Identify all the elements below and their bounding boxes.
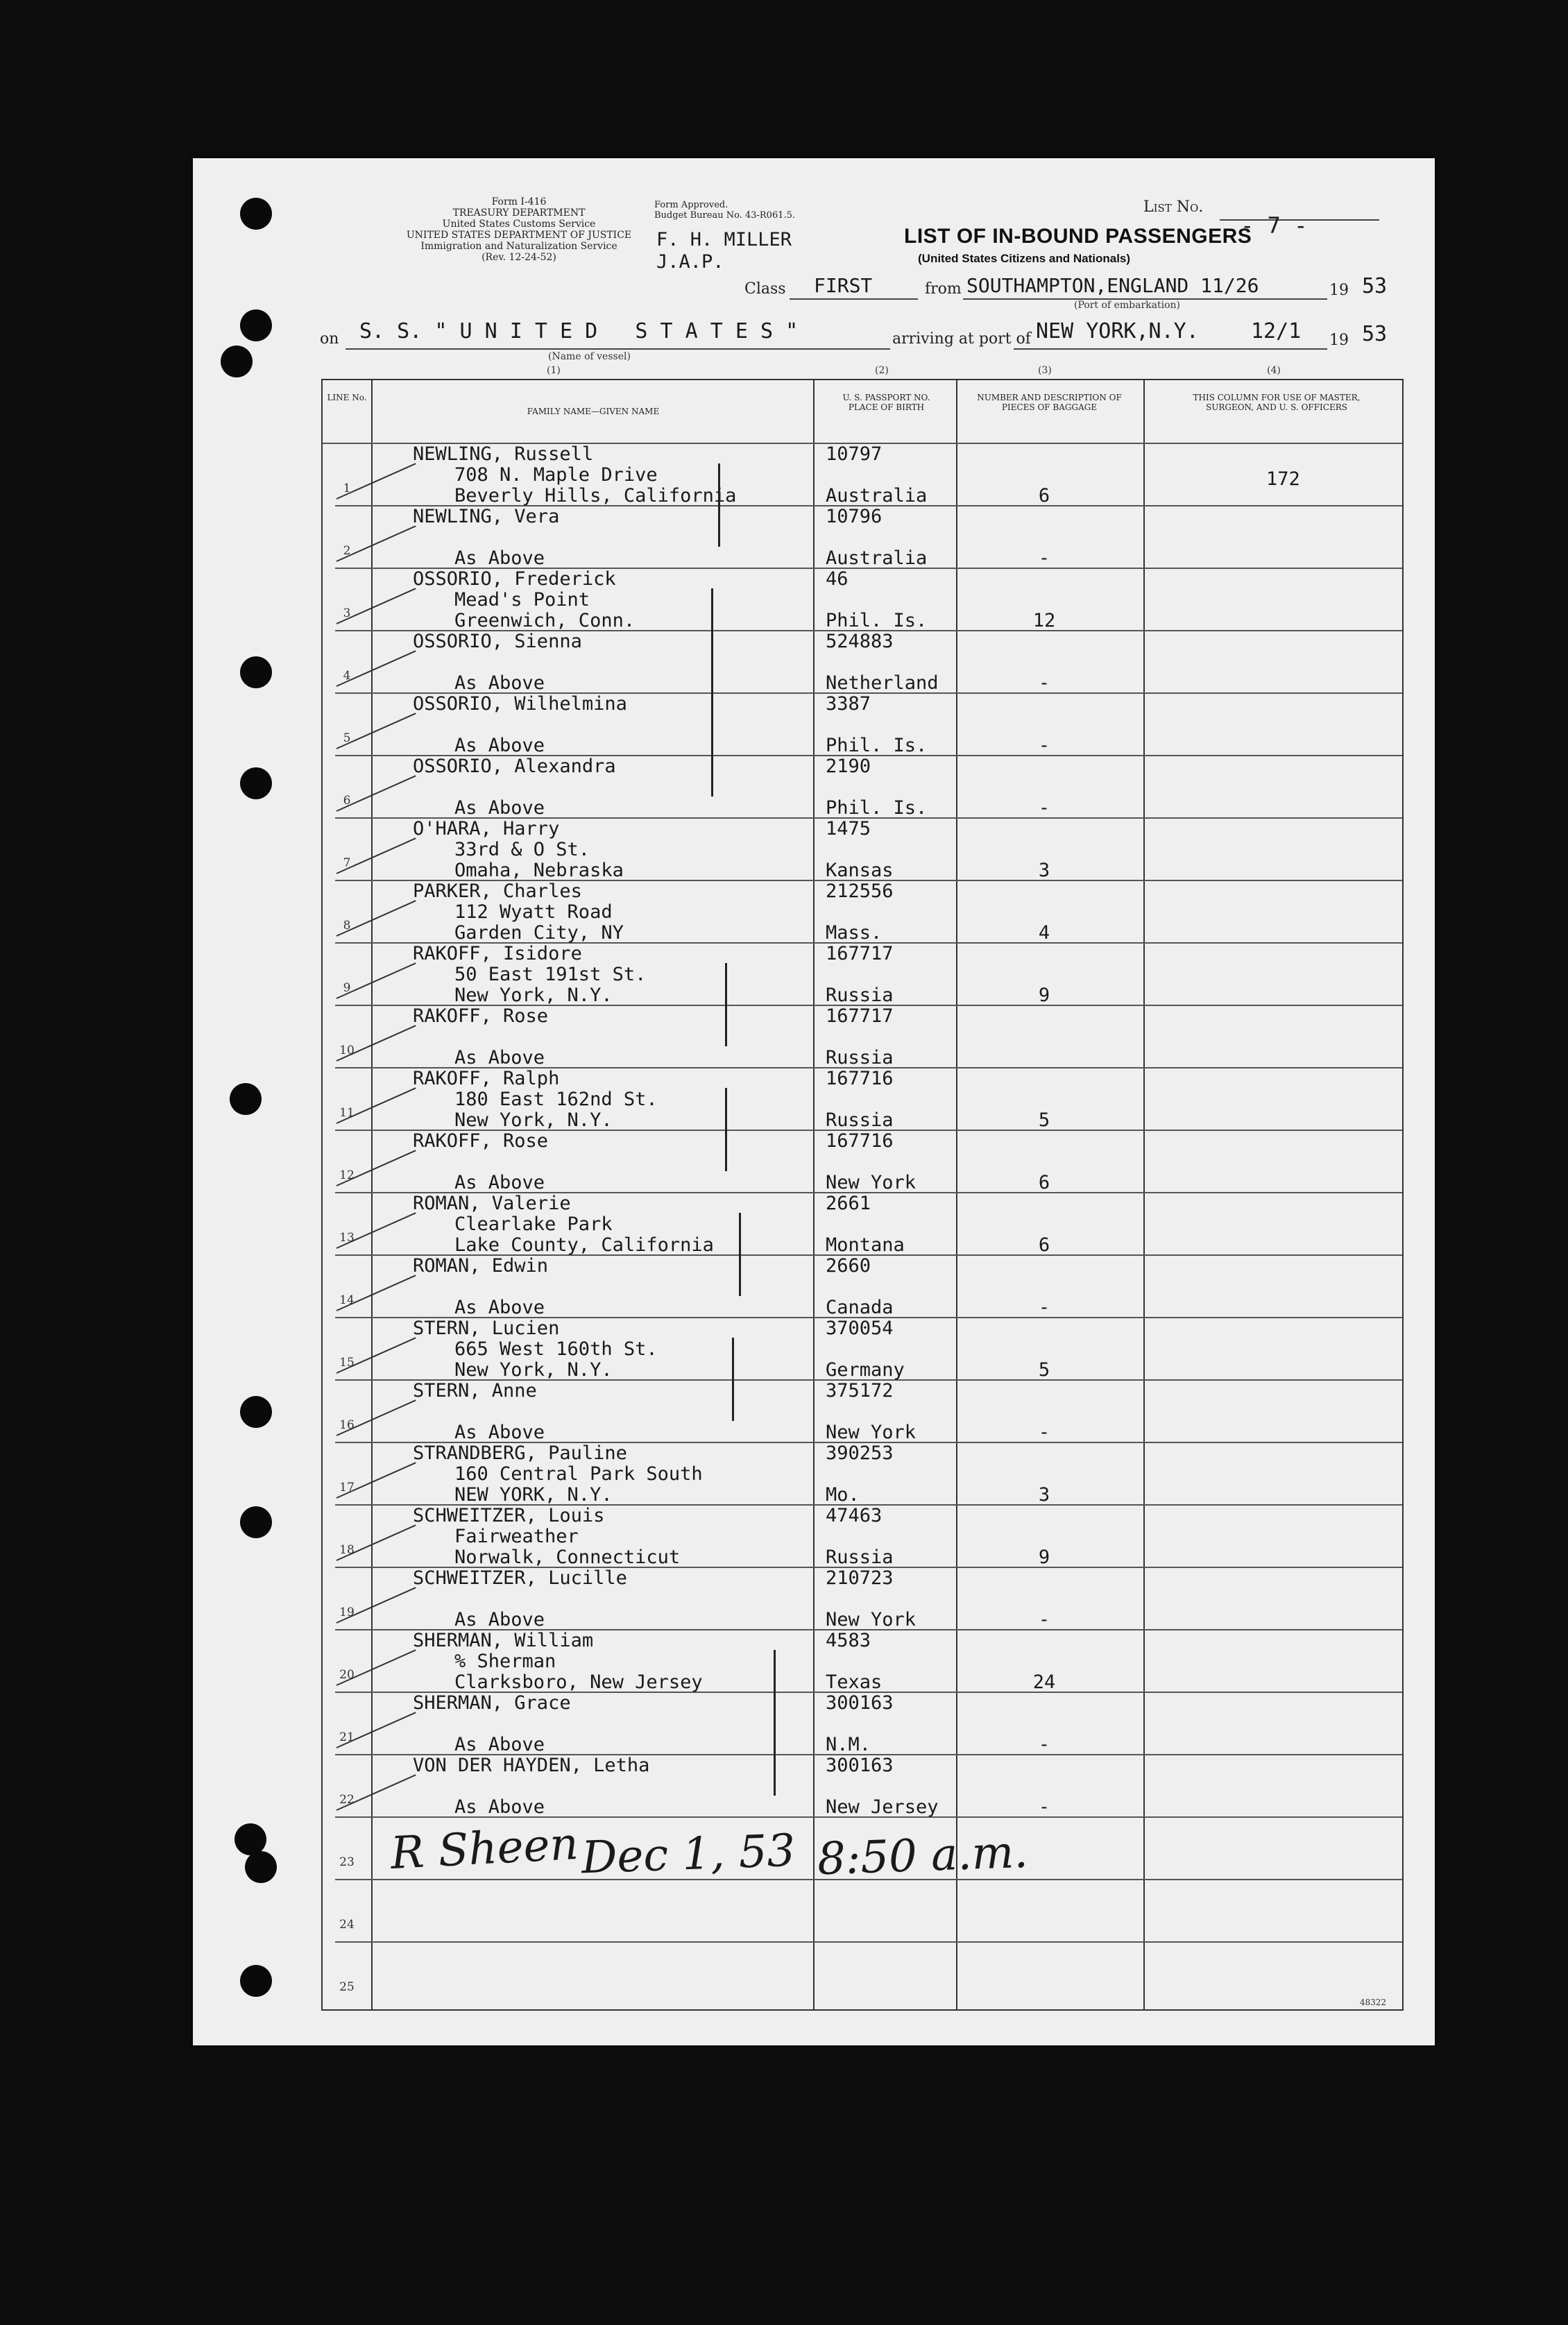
passenger-address-line2: Greenwich, Conn. — [454, 610, 636, 631]
list-number: - 7 - — [1241, 212, 1308, 239]
passenger-address-line2: As Above — [454, 1172, 545, 1193]
passenger-address-line2: Lake County, California — [454, 1234, 714, 1256]
col-header-name: FAMILY NAME—GIVEN NAME — [527, 407, 660, 416]
punch-hole — [240, 1396, 272, 1428]
arrival-year: 53 — [1362, 322, 1388, 346]
line-number: 16 — [339, 1418, 355, 1432]
passenger-name: RAKOFF, Rose — [413, 1130, 549, 1152]
passport-number: 46 — [826, 568, 849, 590]
line-number: 18 — [339, 1543, 355, 1557]
passenger-name: PARKER, Charles — [413, 880, 582, 902]
passenger-name: OSSORIO, Wilhelmina — [413, 693, 627, 715]
baggage-count: - — [1038, 547, 1050, 569]
col-divider — [813, 380, 815, 2009]
form-approved: Form Approved. — [654, 200, 728, 210]
line-number: 4 — [343, 669, 351, 683]
from-label: from — [925, 280, 962, 298]
passenger-name: NEWLING, Vera — [413, 506, 560, 527]
passenger-address-line2: As Above — [454, 1609, 545, 1630]
col-header-passport: U. S. PASSPORT NO. PLACE OF BIRTH — [842, 393, 930, 412]
place-of-birth: Netherland — [826, 672, 939, 694]
passenger-name: RAKOFF, Rose — [413, 1005, 549, 1027]
embarkation-port: SOUTHAMPTON,ENGLAND 11/26 — [966, 274, 1259, 297]
line-number: 8 — [343, 919, 351, 932]
passenger-address-line2: As Above — [454, 1422, 545, 1443]
form-approval — [654, 200, 795, 221]
passenger-address-line1: Mead's Point — [454, 589, 590, 611]
inspection-date: Dec 1, 53 — [580, 1825, 796, 1884]
arrival-underline — [1014, 348, 1327, 350]
baggage-count: 5 — [1038, 1109, 1050, 1131]
passenger-address-line2: Clarksboro, New Jersey — [454, 1671, 703, 1693]
passenger-address-line1: 50 East 191st St. — [454, 964, 647, 985]
class-label: Class — [744, 280, 786, 298]
family-bracket — [711, 588, 713, 797]
passenger-address-line1: 160 Central Park South — [454, 1463, 703, 1485]
baggage-count: 9 — [1038, 1547, 1050, 1568]
page-title: LIST OF IN-BOUND PASSENGERS — [904, 225, 1252, 248]
family-bracket — [739, 1213, 741, 1296]
passenger-name: SCHWEITZER, Lucille — [413, 1567, 627, 1589]
arriving-label: arriving at port of — [892, 330, 1031, 348]
punch-hole — [240, 198, 272, 230]
punch-hole — [240, 1506, 272, 1538]
passenger-address-line2: New York, N.Y. — [454, 985, 613, 1006]
punch-hole — [240, 767, 272, 799]
passenger-address-line2: As Above — [454, 797, 545, 819]
line-number: 23 — [339, 1855, 355, 1869]
port-embark-caption: (Port of embarkation) — [1074, 300, 1180, 311]
place-of-birth: Australia — [826, 485, 928, 506]
ins-service: Immigration and Naturalization Service — [420, 241, 617, 252]
passenger-address-line2: Beverly Hills, California — [454, 485, 737, 506]
passenger-address-line2: As Above — [454, 1796, 545, 1818]
class-underline — [790, 298, 918, 300]
line-number: 14 — [339, 1293, 355, 1307]
passenger-name: SCHWEITZER, Louis — [413, 1505, 605, 1526]
place-of-birth: New York — [826, 1422, 917, 1443]
baggage-count: - — [1038, 672, 1050, 694]
passenger-name: VON DER HAYDEN, Letha — [413, 1755, 650, 1776]
baggage-count: - — [1038, 797, 1050, 819]
place-of-birth: N.M. — [826, 1734, 871, 1755]
officer-note: 172 — [1266, 468, 1300, 490]
form-number: Form I-416 — [491, 196, 547, 207]
class-value: FIRST — [814, 274, 873, 297]
vessel-underline — [346, 348, 890, 350]
passport-number: 47463 — [826, 1505, 883, 1526]
arrival-port: NEW YORK,N.Y. — [1036, 319, 1199, 343]
passport-number: 2661 — [826, 1193, 871, 1214]
line-number: 2 — [343, 544, 351, 558]
passport-number: 375172 — [826, 1380, 894, 1402]
family-bracket — [718, 463, 720, 547]
baggage-count: 5 — [1038, 1359, 1050, 1381]
line-number: 13 — [339, 1231, 355, 1245]
baggage-count: 9 — [1038, 985, 1050, 1006]
punch-hole — [230, 1083, 262, 1115]
place-of-birth: Phil. Is. — [826, 797, 928, 819]
baggage-count: - — [1038, 1297, 1050, 1318]
passenger-name: O'HARA, Harry — [413, 818, 560, 840]
arrival-date: 12/1 — [1251, 319, 1302, 343]
baggage-count: 6 — [1038, 485, 1050, 506]
line-number: 3 — [343, 606, 351, 620]
col-header-officers: THIS COLUMN FOR USE OF MASTER, SURGEON, AND U. S. OFFICERS — [1193, 393, 1361, 412]
passport-number: 390253 — [826, 1442, 894, 1464]
passport-number: 10796 — [826, 506, 883, 527]
passport-number: 212556 — [826, 880, 894, 902]
place-of-birth: New York — [826, 1609, 917, 1630]
baggage-count: 24 — [1032, 1671, 1056, 1693]
passenger-address-line1: Clearlake Park — [454, 1213, 613, 1235]
vessel-caption: (Name of vessel) — [548, 351, 631, 362]
passenger-name: ROMAN, Edwin — [413, 1255, 549, 1277]
line-number: 15 — [339, 1356, 355, 1370]
passport-number: 167717 — [826, 1005, 894, 1027]
family-bracket — [725, 1088, 727, 1171]
customs-service: United States Customs Service — [442, 219, 596, 230]
row-divider — [335, 1941, 1402, 1943]
passenger-name: STERN, Anne — [413, 1380, 537, 1402]
place-of-birth: Mo. — [826, 1484, 860, 1506]
line-number: 7 — [343, 856, 351, 870]
officer-initials: J.A.P. — [656, 251, 724, 273]
baggage-count: 6 — [1038, 1172, 1050, 1193]
passenger-name: SHERMAN, William — [413, 1630, 594, 1651]
line-number: 11 — [339, 1106, 355, 1120]
passport-number: 167716 — [826, 1068, 894, 1089]
place-of-birth: Russia — [826, 1547, 894, 1568]
passport-number: 10797 — [826, 443, 883, 465]
baggage-count: 3 — [1038, 1484, 1050, 1506]
col-divider — [1143, 380, 1145, 2009]
line-number: 24 — [339, 1918, 355, 1932]
passenger-name: STRANDBERG, Pauline — [413, 1442, 627, 1464]
manifest-page — [193, 158, 1435, 2045]
baggage-count: - — [1038, 1422, 1050, 1443]
line-number: 12 — [339, 1168, 355, 1182]
passport-number: 524883 — [826, 631, 894, 652]
place-of-birth: New Jersey — [826, 1796, 939, 1818]
place-of-birth: Montana — [826, 1234, 905, 1256]
passenger-address-line1: 665 West 160th St. — [454, 1338, 658, 1360]
line-number: 20 — [339, 1668, 355, 1682]
budget-bureau: Budget Bureau No. 43-R061.5. — [654, 210, 796, 221]
line-number: 9 — [343, 981, 351, 995]
justice-dept: UNITED STATES DEPARTMENT OF JUSTICE — [406, 230, 632, 241]
punch-hole — [240, 1965, 272, 1997]
passenger-name: RAKOFF, Isidore — [413, 943, 582, 964]
passenger-name: ROMAN, Valerie — [413, 1193, 571, 1214]
treasury-dept: TREASURY DEPARTMENT — [452, 207, 586, 219]
arrival-year-prefix: 19 — [1329, 332, 1349, 349]
baggage-count: - — [1038, 1609, 1050, 1630]
place-of-birth: Mass. — [826, 922, 883, 944]
passport-number: 2190 — [826, 756, 871, 777]
punch-hole — [240, 309, 272, 341]
passport-number: 370054 — [826, 1318, 894, 1339]
baggage-count: - — [1038, 735, 1050, 756]
list-no-label: List No. — [1143, 198, 1204, 216]
passenger-table — [321, 379, 1404, 2011]
place-of-birth: Russia — [826, 1109, 894, 1131]
line-number: 22 — [339, 1793, 355, 1807]
place-of-birth: Phil. Is. — [826, 610, 928, 631]
passport-number: 167716 — [826, 1130, 894, 1152]
place-of-birth: Russia — [826, 1047, 894, 1068]
family-bracket — [725, 963, 727, 1046]
place-of-birth: Phil. Is. — [826, 735, 928, 756]
passenger-name: SHERMAN, Grace — [413, 1692, 571, 1714]
form-serial: 48322 — [1359, 1998, 1386, 2007]
col-divider — [371, 380, 373, 2009]
passenger-address-line2: New York, N.Y. — [454, 1109, 613, 1131]
place-of-birth: Germany — [826, 1359, 905, 1381]
punch-hole — [245, 1851, 277, 1883]
passenger-address-line2: As Above — [454, 1047, 545, 1068]
line-number: 1 — [343, 482, 351, 495]
passenger-name: RAKOFF, Ralph — [413, 1068, 560, 1089]
passenger-name: OSSORIO, Sienna — [413, 631, 582, 652]
passenger-address-line2: Norwalk, Connecticut — [454, 1547, 681, 1568]
from-year: 53 — [1362, 274, 1388, 298]
place-of-birth: Australia — [826, 547, 928, 569]
col1-number: (1) — [547, 365, 561, 376]
family-bracket — [732, 1338, 734, 1421]
place-of-birth: Kansas — [826, 860, 894, 881]
passenger-address-line2: As Above — [454, 547, 545, 569]
baggage-count: 3 — [1038, 860, 1050, 881]
line-number: 10 — [339, 1044, 355, 1057]
line-number: 5 — [343, 731, 351, 745]
line-number: 21 — [339, 1730, 355, 1744]
place-of-birth: Canada — [826, 1297, 894, 1318]
from-year-prefix: 19 — [1329, 282, 1349, 299]
passenger-address-line1: 33rd & O St. — [454, 839, 590, 860]
on-label: on — [320, 330, 339, 348]
line-number: 19 — [339, 1606, 355, 1619]
passenger-address-line2: Garden City, NY — [454, 922, 624, 944]
page-subtitle: (United States Citizens and Nationals) — [918, 252, 1131, 265]
passenger-address-line2: As Above — [454, 672, 545, 694]
passenger-address-line1: 180 East 162nd St. — [454, 1089, 658, 1110]
col4-number: (4) — [1267, 365, 1281, 376]
passport-number: 3387 — [826, 693, 871, 715]
passenger-address-line1: 112 Wyatt Road — [454, 901, 613, 923]
baggage-count: 12 — [1032, 610, 1056, 631]
passport-number: 1475 — [826, 818, 871, 840]
passport-number: 2660 — [826, 1255, 871, 1277]
passenger-address-line1: Fairweather — [454, 1526, 579, 1547]
baggage-count: - — [1038, 1796, 1050, 1818]
passenger-address-line2: As Above — [454, 1734, 545, 1755]
passenger-name: STERN, Lucien — [413, 1318, 560, 1339]
place-of-birth: New York — [826, 1172, 917, 1193]
baggage-count: - — [1038, 1734, 1050, 1755]
place-of-birth: Russia — [826, 985, 894, 1006]
punch-hole — [221, 346, 253, 377]
place-of-birth: Texas — [826, 1671, 883, 1693]
passenger-address-line1: 708 N. Maple Drive — [454, 464, 658, 486]
punch-hole — [240, 656, 272, 688]
passenger-address-line2: Omaha, Nebraska — [454, 860, 624, 881]
passenger-name: NEWLING, Russell — [413, 443, 594, 465]
col-header-baggage: NUMBER AND DESCRIPTION OF PIECES OF BAGGAGE — [977, 393, 1122, 412]
passport-number: 167717 — [826, 943, 894, 964]
passport-number: 300163 — [826, 1755, 894, 1776]
form-revision: (Rev. 12-24-52) — [482, 252, 556, 263]
passenger-address-line2: New York, N.Y. — [454, 1359, 613, 1381]
family-bracket — [774, 1650, 776, 1796]
line-number: 25 — [339, 1980, 355, 1994]
inspection-time: 8:50 a.m. — [816, 1826, 1029, 1886]
col-header-line-no: LINE No. — [327, 393, 367, 402]
passport-number: 210723 — [826, 1567, 894, 1589]
officer-name: F. H. MILLER — [656, 229, 792, 250]
line-number: 17 — [339, 1481, 355, 1494]
col-divider — [956, 380, 957, 2009]
passport-number: 300163 — [826, 1692, 894, 1714]
baggage-count: 4 — [1038, 922, 1050, 944]
inspector-signature: R Sheen — [389, 1818, 580, 1880]
passenger-address-line1: % Sherman — [454, 1651, 556, 1672]
baggage-count: 6 — [1038, 1234, 1050, 1256]
vessel-name: S. S. " U N I T E D S T A T E S " — [359, 319, 799, 343]
line-number: 6 — [343, 794, 351, 808]
passenger-name: OSSORIO, Alexandra — [413, 756, 616, 777]
passenger-name: OSSORIO, Frederick — [413, 568, 616, 590]
passport-number: 4583 — [826, 1630, 871, 1651]
col3-number: (3) — [1038, 365, 1052, 376]
passenger-address-line2: As Above — [454, 1297, 545, 1318]
passenger-address-line2: NEW YORK, N.Y. — [454, 1484, 613, 1506]
col2-number: (2) — [875, 365, 889, 376]
passenger-address-line2: As Above — [454, 735, 545, 756]
